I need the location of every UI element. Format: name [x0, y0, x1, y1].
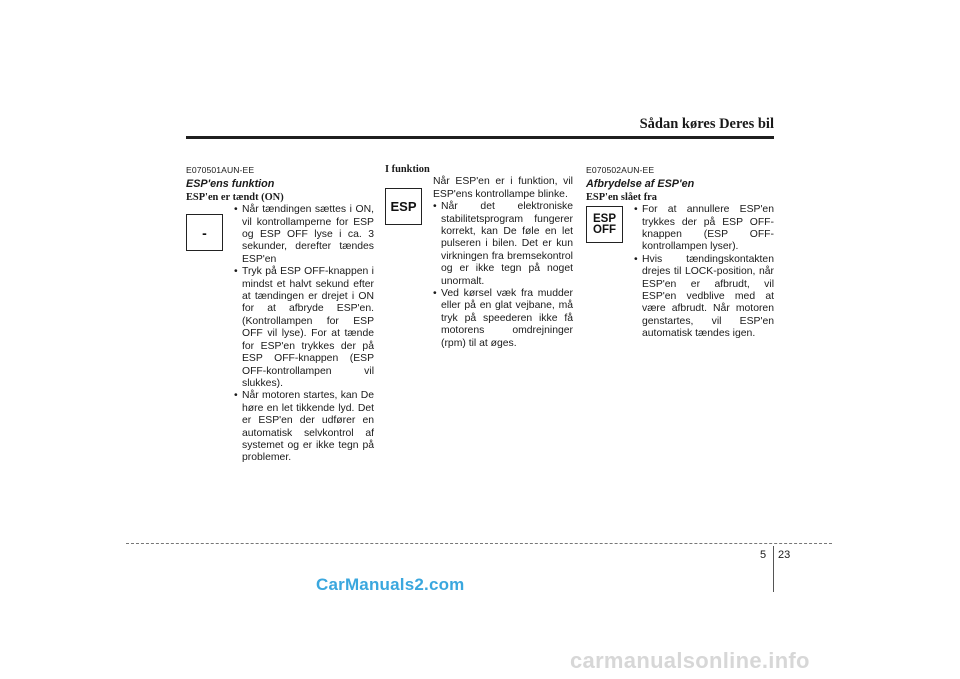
list-item: • For at annullere ESP'en trykkes der på ESP OFF-knappen (ESP OFF-kontrollampen lyser). [634, 204, 774, 254]
watermark-logo-bottom: carmanualsonline.info [570, 648, 810, 673]
indicator-dash-icon [186, 214, 223, 251]
content-block [186, 204, 374, 465]
column-esp-off [586, 164, 774, 341]
page-number: 23 [778, 549, 791, 561]
list-item: • Ved kørsel væk fra mudder eller på en glat vejbane, må tryk på speederen ikke få motorens omdrejninger (rpm) til at øges. [433, 288, 573, 350]
footer-rule [126, 543, 832, 544]
section-title: ESP'ens funktion [186, 178, 275, 191]
icon-text: ESP [390, 198, 417, 214]
list-item: • Når motoren startes, kan De høre en let tikkende lyd. Det er ESP'en der udfører en automatisk selvkontrol af systemet og er ikke tegn på problemer. [234, 390, 374, 464]
section-code: E070502AUN-EE [586, 165, 655, 175]
content-block [385, 176, 573, 350]
watermark-logo-top: CarManuals2.com [316, 575, 465, 594]
list-item: • Når tændingen sættes i ON, vil kontrollamperne for ESP og ESP OFF lyse i ca. 3 sekunder, derefter tændes ESP'en [234, 204, 374, 266]
page-header-title: Sådan køres Deres bil [639, 116, 774, 132]
list-item: • Tryk på ESP OFF-knappen i mindst et halvt sekund efter at tændingen er drejet i ON for at afbryde ESP'en. (Kontrollampen for ESP OFF vil lyse). For at tænde for ESP'en trykkes der på ESP OFF-knappen (ESP OFF-kontrollampen vil slukkes). [234, 266, 374, 390]
esp-indicator-icon [385, 188, 422, 225]
section-subtitle: ESP'en slået fra [586, 191, 657, 203]
section-code: E070501AUN-EE [186, 165, 255, 175]
icon-text: ESP [592, 212, 616, 225]
column-esp-function [186, 164, 374, 465]
intro-text: Når ESP'en er i funktion, vil ESP'ens kontrollampe blinke. [433, 176, 573, 200]
bullet-list [234, 204, 374, 465]
section-subtitle: ESP'en er tændt (ON) [186, 191, 284, 203]
header-rule [186, 136, 774, 139]
icon-text: OFF [593, 223, 616, 236]
esp-off-indicator-icon [586, 206, 623, 243]
chapter-number: 5 [760, 549, 767, 561]
bullet-list [634, 204, 774, 340]
column-in-operation [385, 164, 573, 350]
section-title: I funktion [385, 164, 430, 175]
bullet-list [433, 201, 573, 350]
content-block [586, 204, 774, 340]
icon-text: - [202, 224, 207, 241]
section-title: Afbrydelse af ESP'en [586, 178, 695, 191]
page-number-divider [773, 546, 774, 592]
list-item: • Når det elektroniske stabilitetsprogram fungerer korrekt, kan De føle en let pulseren i bilen. Det er kun virkningen fra bremsekontrol og er ikke tegn på noget unormalt. [433, 201, 573, 288]
list-item: • Hvis tændingskontakten drejes til LOCK-position, når ESP'en er afbrudt, vil ESP'en vedblive med at være afbrudt. Når motoren genstartes, vil ESP'en automatisk tændes igen. [634, 254, 774, 341]
